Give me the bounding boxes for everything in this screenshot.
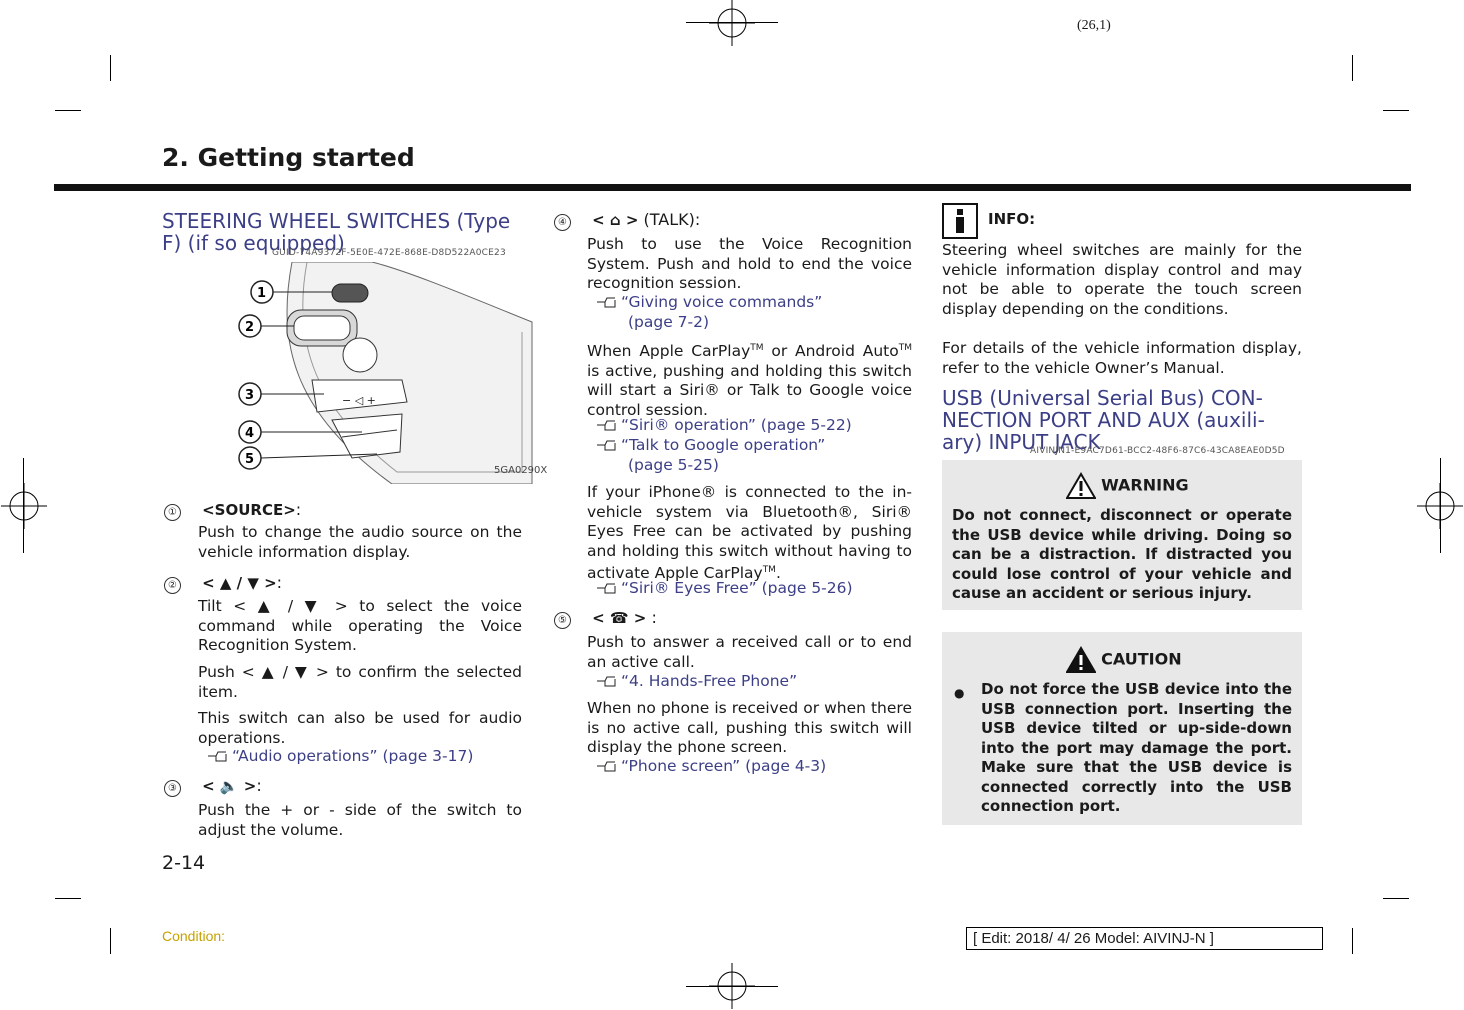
info-text-2: For details of the vehicle information display, refer to the vehicle Owner’s Manual. xyxy=(942,339,1302,377)
item-5-text-no-call: When no phone is received or when there is no active call, pushing this switch will display the phone screen. xyxy=(587,699,912,756)
caution-box xyxy=(942,632,1302,825)
warning-triangle-icon xyxy=(1066,472,1096,500)
warning-box xyxy=(942,460,1302,610)
section-heading-usb: USB (Universal Serial Bus) CON- NECTION PORT AND AUX (auxili- ary) INPUT JACK xyxy=(942,386,1265,454)
crop-mark xyxy=(110,55,111,81)
chapter-title: 2. Getting started xyxy=(162,143,415,172)
item-2-text-tilt: Tilt < ▲ / ▼ > to select the voice command while operating the Voice Recognition System. xyxy=(198,597,522,654)
ref-audio-operations[interactable]: “Audio operations” (page 3-17) xyxy=(206,747,473,767)
item-2-text-audio: This switch can also be used for audio operations. xyxy=(198,709,522,747)
item-2-text-push: Push < ▲ / ▼ > to confirm the selected item. xyxy=(198,663,522,701)
item-1-label: ① <SOURCE>: xyxy=(164,500,301,521)
caution-text: Do not force the USB device into the USB connection port. Inserting the USB device tilted or up-side-down into the port may damage the port. Make sure that the USB device is connected correctly into the USB connection port. xyxy=(981,680,1292,815)
item-4-label: ④ < ⌂ > (TALK): xyxy=(554,210,700,231)
info-label: INFO: xyxy=(988,210,1036,228)
crop-mark xyxy=(1440,458,1441,553)
item-4-text-carplay: When Apple CarPlay™ or Android Auto™ is active, pushing and holding this switch will start a Siri® or Talk to Google voice control session. xyxy=(587,342,912,419)
crop-mark xyxy=(686,22,778,23)
callout-5: 5 xyxy=(245,452,255,467)
figure-code: 5GA0290X xyxy=(494,465,548,476)
item-2-label: ② < ▲ / ▼ >: xyxy=(164,573,282,594)
pointing-hand-icon xyxy=(595,580,621,595)
pointing-hand-icon xyxy=(595,673,621,688)
item-5-label: ⑤ < ☎ > : xyxy=(554,608,657,629)
page-number: 2-14 xyxy=(162,852,206,874)
info-icon xyxy=(942,203,978,239)
warning-text: Do not connect, disconnect or operate the USB device while driving. Doing so can be a distraction. If distracted you could lose control of your vehicle and cause an accident or serious injury. xyxy=(952,506,1292,602)
ref-phone-screen[interactable]: “Phone screen” (page 4-3) xyxy=(595,757,826,777)
callout-2: 2 xyxy=(245,320,255,335)
ref-siri-operation[interactable]: “Siri® operation” (page 5-22) xyxy=(595,416,852,436)
crop-mark xyxy=(686,986,778,987)
callout-1: 1 xyxy=(257,286,267,301)
section-heading-steering-switches: STEERING WHEEL SWITCHES (Type F) (if so equipped) xyxy=(162,209,511,255)
item-3-label: ③ < 🔈 >: xyxy=(164,776,262,797)
info-text-1: Steering wheel switches are mainly for the vehicle information display control and may not be able to operate the touch screen display depending on the conditions. xyxy=(942,241,1302,318)
header-rule xyxy=(54,184,1411,191)
item-3-text: Push the + or - side of the switch to adjust the volume. xyxy=(198,801,522,839)
condition-label: Condition: xyxy=(162,928,226,944)
crop-mark xyxy=(1352,928,1353,954)
caution-bullet: ● xyxy=(954,686,965,700)
page-code: (26,1) xyxy=(1077,18,1111,33)
caution-header: CAUTION xyxy=(1066,646,1182,674)
callout-3: 3 xyxy=(245,388,255,403)
registration-mark-icon xyxy=(709,0,755,46)
pointing-hand-icon xyxy=(206,748,232,763)
item-4-text-voice: Push to use the Voice Recognition System. Push and hold to end the voice recognition session. xyxy=(587,235,912,292)
caution-triangle-icon xyxy=(1066,646,1096,674)
item-1-text: Push to change the audio source on the vehicle information display. xyxy=(198,523,522,561)
pointing-hand-icon xyxy=(595,758,621,773)
crop-mark xyxy=(55,898,81,899)
pointing-hand-icon xyxy=(595,417,621,432)
ref-talk-to-google[interactable]: “Talk to Google operation” (page 5-25) xyxy=(595,436,825,475)
item-5-text-answer: Push to answer a received call or to end an active call. xyxy=(587,633,912,671)
svg-text:− ◁ +: − ◁ + xyxy=(342,394,376,407)
crop-mark xyxy=(1383,110,1409,111)
crop-mark xyxy=(1383,898,1409,899)
ref-giving-voice-commands[interactable]: “Giving voice commands” (page 7-2) xyxy=(595,293,822,332)
steering-wheel-switches-figure xyxy=(232,262,552,484)
crop-mark xyxy=(55,110,81,111)
pointing-hand-icon xyxy=(595,294,621,309)
callout-4: 4 xyxy=(245,426,255,441)
edit-info: [ Edit: 2018/ 4/ 26 Model: AIVINJ-N ] xyxy=(966,927,1323,950)
usb-guid-code: AIVINJN1-E9AC7D61-BCC2-48F6-87C6-43CA8EAE0D5D xyxy=(1030,446,1285,456)
warning-header: WARNING xyxy=(1066,472,1189,500)
crop-mark xyxy=(23,458,24,553)
crop-mark xyxy=(1352,55,1353,81)
crop-mark xyxy=(110,928,111,954)
ref-hands-free-phone[interactable]: “4. Hands-Free Phone” xyxy=(595,672,797,692)
item-4-text-iphone: If your iPhone® is connected to the in-vehicle system via Bluetooth®, Siri® Eyes Free can be activated by pushing and holding this switch without having to activate Apple CarPlay™. xyxy=(587,483,912,583)
registration-mark-icon xyxy=(1,483,47,529)
ref-siri-eyes-free[interactable]: “Siri® Eyes Free” (page 5-26) xyxy=(595,579,853,599)
guid-code: GUID-74A9372F-5E0E-472E-868E-D8D522A0CE23 xyxy=(272,248,506,258)
pointing-hand-icon xyxy=(595,437,621,452)
